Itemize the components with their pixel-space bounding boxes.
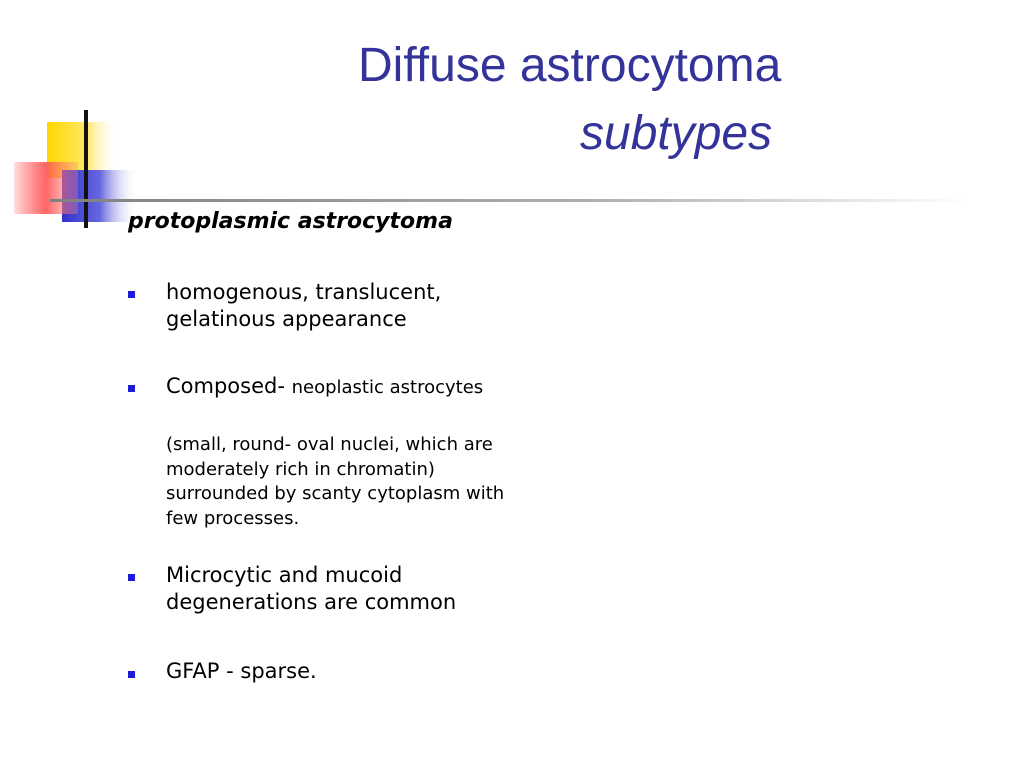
deco-vertical-bar [84,110,88,228]
bullet-marker-icon [128,671,135,678]
slide-title: Diffuse astrocytoma [358,39,782,92]
bullet-text-4: GFAP - sparse. [166,659,317,683]
bullet-marker-icon [128,385,135,392]
bullet-lead-small: neoplastic astrocytes [291,377,484,398]
slide-subtitle: subtypes [580,107,773,160]
section-heading: protoplasmic astrocytoma [128,209,453,234]
bullet-marker-icon [128,574,135,581]
bullet-text-2 [166,373,546,400]
bullet-lead: Composed- [166,374,292,398]
bullet-text-1: homogenous, translucent, gelatinous appearance [166,280,442,331]
bullet-text-3: Microcytic and mucoid degenerations are common [166,563,457,614]
deco-red-square [14,162,78,214]
header-rule [50,199,970,202]
bullet-detail-2: (small, round- oval nuclei, which are moderately rich in chromatin) surrounded by scanty cytoplasm with few processes. [166,434,505,529]
bullet-marker-icon [128,291,135,298]
